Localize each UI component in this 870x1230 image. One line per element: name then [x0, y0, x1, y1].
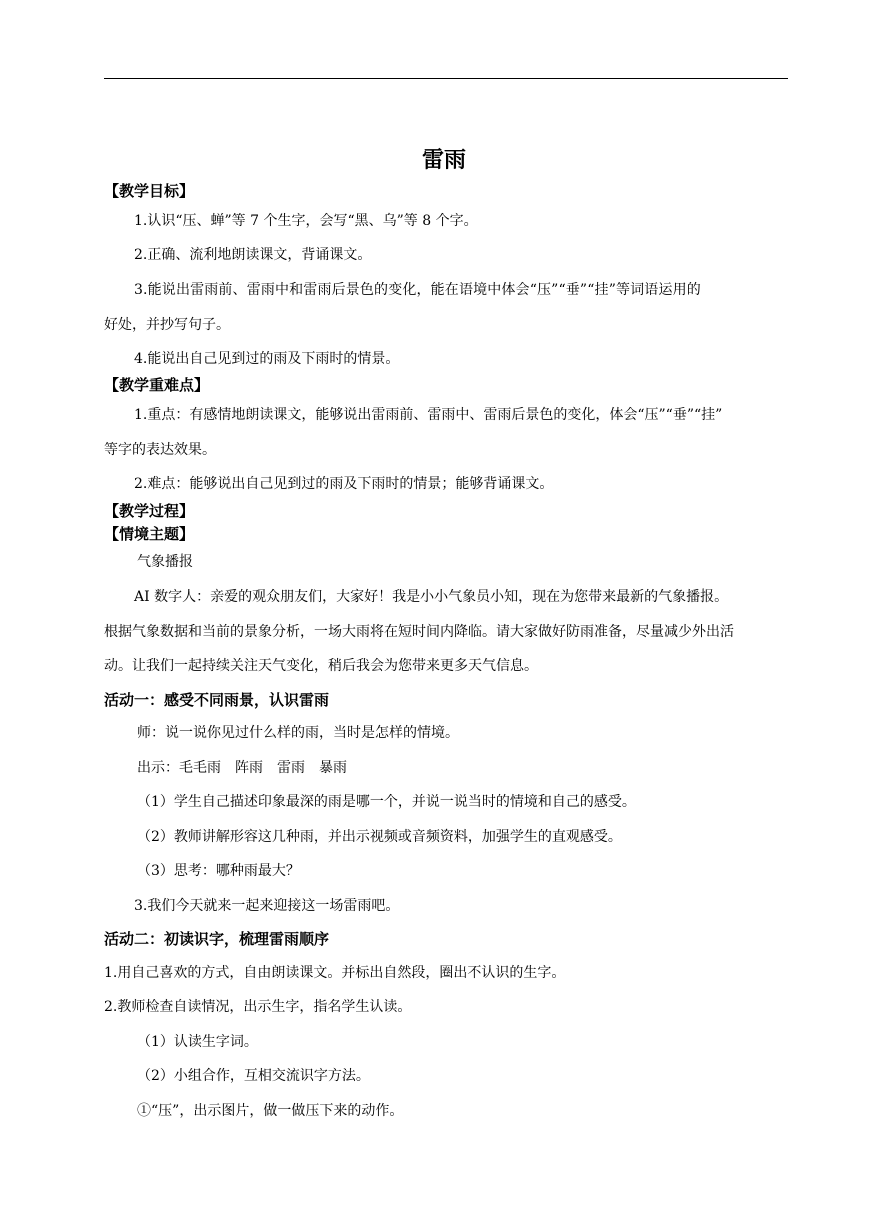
keypoints-heading: 【教学重难点】 — [104, 376, 210, 394]
activity1-line-1: 师：说一说你见过什么样的雨，当时是怎样的情境。 — [137, 725, 459, 741]
activity2-line-4: （2）小组合作，互相交流识字方法。 — [137, 1068, 370, 1084]
activity2-line-5: ①“压”，出示图片，做一做压下来的动作。 — [137, 1103, 404, 1119]
keypoint-1-cont: 等字的表达效果。 — [104, 442, 216, 458]
activity1-line-2: 出示：毛毛雨 阵雨 雷雨 暴雨 — [137, 760, 347, 776]
scenario-heading: 【情境主题】 — [104, 525, 195, 543]
activity2-line-2: 2.教师检查自读情况，出示生字，指名学生认读。 — [104, 999, 412, 1015]
objective-4: 4.能说出自己见到过的雨及下雨时的情景。 — [134, 351, 400, 367]
scenario-line-1: AI 数字人：亲爱的观众朋友们，大家好！我是小小气象员小知，现在为您带来最新的气象播报。 — [134, 589, 729, 605]
activity2-heading: 活动二：初读识字，梳理雷雨顺序 — [104, 930, 330, 948]
objectives-heading: 【教学目标】 — [104, 182, 195, 200]
process-heading: 【教学过程】 — [104, 502, 195, 520]
objective-3: 3.能说出雷雨前、雷雨中和雷雨后景色的变化，能在语境中体会“压”“垂”“挂”等词语运用的 — [134, 282, 701, 298]
activity2-line-3: （1）认读生字词。 — [137, 1034, 258, 1050]
objective-1: 1.认识“压、蝉”等 7 个生字，会写“黑、乌”等 8 个字。 — [134, 213, 478, 229]
scenario-title: 气象播报 — [137, 554, 193, 570]
activity1-heading: 活动一：感受不同雨景，认识雷雨 — [104, 691, 330, 709]
keypoint-1: 1.重点：有感情地朗读课文，能够说出雷雨前、雷雨中、雷雨后景色的变化，体会“压”“垂”“挂” — [134, 407, 723, 423]
activity1-line-5: （3）思考：哪种雨最大？ — [137, 863, 300, 879]
scenario-line-3: 动。让我们一起持续关注天气变化，稍后我会为您带来更多天气信息。 — [104, 658, 538, 674]
keypoint-2: 2.难点：能够说出自己见到过的雨及下雨时的情景；能够背诵课文。 — [134, 476, 554, 492]
activity1-line-6: 3.我们今天就来一起来迎接这一场雷雨吧。 — [134, 898, 400, 914]
objective-3-cont: 好处，并抄写句子。 — [104, 317, 230, 333]
document-title: 雷雨 — [421, 148, 466, 173]
header-rule — [104, 78, 788, 79]
activity1-line-3: （1）学生自己描述印象最深的雨是哪一个，并说一说当时的情境和自己的感受。 — [137, 794, 636, 810]
scenario-line-2: 根据气象数据和当前的景象分析，一场大雨将在短时间内降临。请大家做好防雨准备，尽量减少外出活 — [104, 624, 734, 640]
activity2-line-1: 1.用自己喜欢的方式，自由朗读课文。并标出自然段，圈出不认识的生字。 — [104, 965, 566, 981]
activity1-line-4: （2）教师讲解形容这几种雨，并出示视频或音频资料，加强学生的直观感受。 — [137, 829, 622, 845]
objective-2: 2.正确、流利地朗读课文，背诵课文。 — [134, 247, 372, 263]
